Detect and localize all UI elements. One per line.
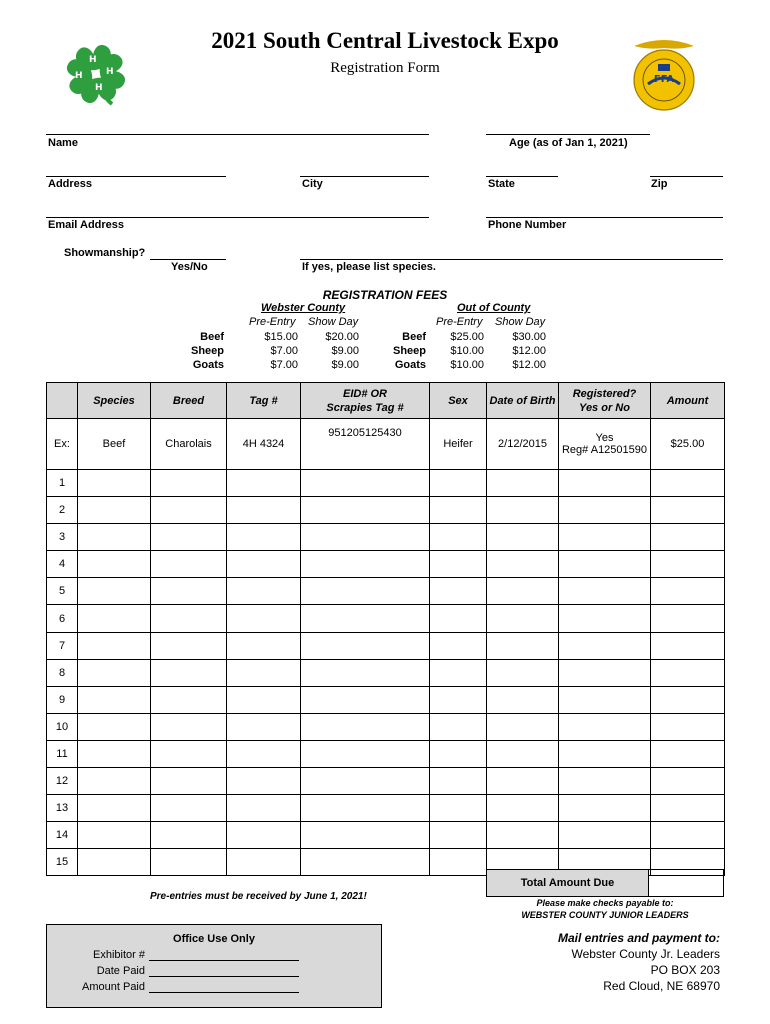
cell-registered[interactable] [559, 578, 651, 605]
cell-tag[interactable] [227, 497, 301, 524]
cell-eid[interactable] [301, 632, 430, 659]
row-number: 4 [47, 551, 78, 578]
cell-registered[interactable] [559, 740, 651, 767]
col-header-num [47, 383, 78, 419]
cell-breed[interactable] [151, 659, 227, 686]
table-row [47, 551, 725, 578]
example-dob: 2/12/2015 [487, 419, 559, 470]
row-number: 2 [47, 497, 78, 524]
page-title: 2021 South Central Livestock Expo [211, 28, 559, 53]
table-row [47, 822, 725, 849]
cell-breed[interactable] [151, 470, 227, 497]
cell-registered[interactable] [559, 795, 651, 822]
cell-sex[interactable] [430, 768, 487, 795]
cell-eid[interactable] [301, 822, 430, 849]
cell-tag[interactable] [227, 605, 301, 632]
cell-species[interactable] [78, 740, 151, 767]
email-line[interactable] [46, 217, 429, 218]
name-line[interactable] [46, 134, 429, 135]
cell-sex[interactable] [430, 686, 487, 713]
webster-col2: Show Day [308, 316, 359, 328]
state-line[interactable] [486, 176, 558, 177]
cell-sex[interactable] [430, 659, 487, 686]
table-row [47, 632, 725, 659]
col-header-tag: Tag # [227, 383, 301, 419]
yes-no-label: Yes/No [171, 261, 208, 273]
cell-tag[interactable] [227, 659, 301, 686]
showmanship-label: Showmanship? [64, 247, 146, 259]
cell-amount[interactable] [651, 632, 725, 659]
cell-registered[interactable] [559, 497, 651, 524]
cell-dob[interactable] [487, 470, 559, 497]
svg-text:H: H [89, 55, 97, 65]
page-subtitle: Registration Form [330, 60, 440, 76]
example-amount: $25.00 [651, 419, 725, 470]
email-label: Email Address [48, 219, 125, 231]
cell-eid[interactable] [301, 849, 430, 876]
city-label: City [302, 178, 323, 190]
webster-row: Goats $7.00 $9.00 [192, 359, 359, 371]
outside-row: Beef $25.00 $30.00 [402, 331, 546, 343]
svg-text:H: H [95, 83, 103, 93]
row-number: 7 [47, 632, 78, 659]
date-paid-label: Date Paid [96, 965, 145, 977]
col-header-sex: Sex [430, 383, 487, 419]
webster-heading: Webster County [261, 302, 346, 314]
cell-species[interactable] [78, 578, 151, 605]
cell-amount[interactable] [651, 686, 725, 713]
table-row [47, 524, 725, 551]
cell-amount[interactable] [651, 659, 725, 686]
office-use-box [46, 924, 382, 1008]
city-line[interactable] [300, 176, 429, 177]
cell-amount[interactable] [651, 578, 725, 605]
cell-dob[interactable] [487, 524, 559, 551]
cell-tag[interactable] [227, 686, 301, 713]
cell-amount[interactable] [651, 551, 725, 578]
cell-registered[interactable] [559, 551, 651, 578]
example-sex: Heifer [430, 419, 487, 470]
cell-registered[interactable] [559, 713, 651, 740]
cell-registered[interactable] [559, 605, 651, 632]
outside-heading: Out of County [457, 302, 531, 314]
example-num: Ex: [47, 419, 78, 470]
row-number: 1 [47, 470, 78, 497]
col-header-amount: Amount [651, 383, 725, 419]
cell-sex[interactable] [430, 551, 487, 578]
cell-amount[interactable] [651, 605, 725, 632]
row-number: 15 [47, 849, 78, 876]
example-breed: Charolais [151, 419, 227, 470]
cell-eid[interactable] [301, 659, 430, 686]
cell-sex[interactable] [430, 740, 487, 767]
outside-row: Sheep $10.00 $12.00 [392, 345, 546, 357]
cell-sex[interactable] [430, 497, 487, 524]
cell-sex[interactable] [430, 578, 487, 605]
cell-eid[interactable] [301, 768, 430, 795]
table-row [47, 795, 725, 822]
svg-text:H: H [106, 67, 114, 77]
cell-tag[interactable] [227, 768, 301, 795]
col-header-registered: Registered? Yes or No [559, 383, 651, 419]
cell-eid[interactable] [301, 551, 430, 578]
cell-amount[interactable] [651, 713, 725, 740]
cell-dob[interactable] [487, 822, 559, 849]
row-number: 11 [47, 740, 78, 767]
phone-line[interactable] [486, 217, 723, 218]
table-row [47, 768, 725, 795]
col-header-eid: EID# OR Scrapies Tag # [301, 383, 430, 419]
cell-sex[interactable] [430, 605, 487, 632]
exhibitor-field[interactable] [149, 949, 299, 961]
svg-text:H: H [75, 71, 83, 81]
outside-col1: Pre-Entry [436, 316, 483, 328]
cell-registered[interactable] [559, 686, 651, 713]
cell-eid[interactable] [301, 713, 430, 740]
entries-table [46, 382, 725, 876]
webster-row: Sheep $7.00 $9.00 [190, 345, 359, 357]
table-row [47, 686, 725, 713]
cell-amount[interactable] [651, 740, 725, 767]
example-species: Beef [78, 419, 151, 470]
cell-eid[interactable] [301, 686, 430, 713]
preentry-deadline-note: Pre-entries must be received by June 1, 2021! [150, 891, 367, 902]
cell-tag[interactable] [227, 632, 301, 659]
cell-eid[interactable] [301, 740, 430, 767]
cell-breed[interactable] [151, 632, 227, 659]
cell-breed[interactable] [151, 713, 227, 740]
cell-tag[interactable] [227, 822, 301, 849]
name-label: Name [48, 137, 78, 149]
cell-species[interactable] [78, 822, 151, 849]
cell-dob[interactable] [487, 768, 559, 795]
row-number: 3 [47, 524, 78, 551]
cell-eid[interactable] [301, 497, 430, 524]
cell-eid[interactable] [301, 578, 430, 605]
mail-line-1: Webster County Jr. Leaders [571, 947, 720, 961]
cell-species[interactable] [78, 497, 151, 524]
cell-breed[interactable] [151, 497, 227, 524]
showmanship-line[interactable] [150, 259, 226, 260]
cell-amount[interactable] [651, 497, 725, 524]
cell-dob[interactable] [487, 632, 559, 659]
cell-registered[interactable] [559, 470, 651, 497]
address-label: Address [48, 178, 93, 190]
cell-sex[interactable] [430, 795, 487, 822]
cell-breed[interactable] [151, 822, 227, 849]
cell-species[interactable] [78, 768, 151, 795]
cell-sex[interactable] [430, 713, 487, 740]
webster-row: Beef $15.00 $20.00 [200, 331, 359, 343]
zip-line[interactable] [650, 176, 723, 177]
fees-title: REGISTRATION FEES [322, 288, 448, 302]
example-row [47, 419, 725, 470]
exhibitor-label: Exhibitor # [93, 949, 145, 961]
table-header-row [47, 383, 725, 419]
row-number: 8 [47, 659, 78, 686]
cell-registered[interactable] [559, 659, 651, 686]
cell-breed[interactable] [151, 849, 227, 876]
row-number: 6 [47, 605, 78, 632]
row-number: 10 [47, 713, 78, 740]
mail-line-3: Red Cloud, NE 68970 [603, 979, 720, 993]
cell-species[interactable] [78, 632, 151, 659]
table-row [47, 713, 725, 740]
cell-dob[interactable] [487, 686, 559, 713]
outside-col2: Show Day [495, 316, 546, 328]
checks-payable-to: WEBSTER COUNTY JUNIOR LEADERS [521, 910, 689, 920]
cell-breed[interactable] [151, 524, 227, 551]
row-number: 13 [47, 795, 78, 822]
cell-dob[interactable] [487, 551, 559, 578]
total-box [486, 869, 724, 897]
cell-eid[interactable] [301, 470, 430, 497]
row-number: 5 [47, 578, 78, 605]
cell-registered[interactable] [559, 768, 651, 795]
col-header-species: Species [78, 383, 151, 419]
cell-breed[interactable] [151, 686, 227, 713]
cell-registered[interactable] [559, 822, 651, 849]
cell-amount[interactable] [651, 768, 725, 795]
cell-dob[interactable] [487, 497, 559, 524]
cell-amount[interactable] [651, 524, 725, 551]
amount-paid-field[interactable] [149, 981, 299, 993]
table-row [47, 497, 725, 524]
date-paid-field[interactable] [149, 965, 299, 977]
state-label: State [488, 178, 515, 190]
outside-row: Goats $10.00 $12.00 [394, 359, 546, 371]
cell-sex[interactable] [430, 470, 487, 497]
cell-species[interactable] [78, 659, 151, 686]
total-amount-field[interactable] [649, 870, 723, 896]
cell-breed[interactable] [151, 768, 227, 795]
col-header-dob: Date of Birth [487, 383, 559, 419]
row-number: 9 [47, 686, 78, 713]
svg-text:FFA: FFA [653, 74, 675, 85]
cell-dob[interactable] [487, 713, 559, 740]
mail-line-2: PO BOX 203 [650, 963, 720, 977]
cell-sex[interactable] [430, 632, 487, 659]
row-number: 14 [47, 822, 78, 849]
col-header-breed: Breed [151, 383, 227, 419]
cell-eid[interactable] [301, 524, 430, 551]
cell-dob[interactable] [487, 578, 559, 605]
cell-species[interactable] [78, 686, 151, 713]
cell-tag[interactable] [227, 849, 301, 876]
cell-tag[interactable] [227, 740, 301, 767]
cell-species[interactable] [78, 551, 151, 578]
cell-dob[interactable] [487, 795, 559, 822]
table-row [47, 659, 725, 686]
age-line[interactable] [486, 134, 650, 135]
zip-label: Zip [651, 178, 668, 190]
table-row [47, 470, 725, 497]
cell-tag[interactable] [227, 524, 301, 551]
cell-tag[interactable] [227, 551, 301, 578]
cell-amount[interactable] [651, 795, 725, 822]
cell-tag[interactable] [227, 578, 301, 605]
cell-tag[interactable] [227, 470, 301, 497]
cell-eid[interactable] [301, 605, 430, 632]
table-row [47, 578, 725, 605]
cell-sex[interactable] [430, 822, 487, 849]
cell-sex[interactable] [430, 849, 487, 876]
cell-breed[interactable] [151, 795, 227, 822]
species-note-label: If yes, please list species. [302, 261, 436, 273]
cell-breed[interactable] [151, 605, 227, 632]
cell-dob[interactable] [487, 740, 559, 767]
mail-heading: Mail entries and payment to: [557, 931, 720, 945]
cell-species[interactable] [78, 524, 151, 551]
webster-col1: Pre-Entry [249, 316, 296, 328]
example-tag: 4H 4324 [227, 419, 301, 470]
cell-breed[interactable] [151, 551, 227, 578]
example-eid: 951205125430 [301, 419, 430, 470]
species-list-line[interactable] [300, 259, 723, 260]
example-registered: Yes Reg# A12501590 [559, 419, 651, 470]
age-label: Age (as of Jan 1, 2021) [509, 137, 628, 149]
row-number: 12 [47, 768, 78, 795]
cell-species[interactable] [78, 849, 151, 876]
cell-species[interactable] [78, 713, 151, 740]
cell-amount[interactable] [651, 822, 725, 849]
total-label: Total Amount Due [487, 870, 649, 896]
cell-tag[interactable] [227, 713, 301, 740]
cell-sex[interactable] [430, 524, 487, 551]
cell-registered[interactable] [559, 524, 651, 551]
phone-label: Phone Number [488, 219, 567, 231]
cell-dob[interactable] [487, 605, 559, 632]
cell-amount[interactable] [651, 470, 725, 497]
cell-registered[interactable] [559, 632, 651, 659]
cell-species[interactable] [78, 605, 151, 632]
cell-species[interactable] [78, 470, 151, 497]
amount-paid-label: Amount Paid [82, 981, 145, 993]
cell-breed[interactable] [151, 578, 227, 605]
cell-species[interactable] [78, 795, 151, 822]
office-use-title: Office Use Only [173, 933, 255, 945]
table-row [47, 605, 725, 632]
checks-payable-note: Please make checks payable to: [536, 898, 674, 908]
cell-dob[interactable] [487, 659, 559, 686]
cell-eid[interactable] [301, 795, 430, 822]
address-line[interactable] [46, 176, 226, 177]
table-row [47, 740, 725, 767]
cell-breed[interactable] [151, 740, 227, 767]
cell-tag[interactable] [227, 795, 301, 822]
